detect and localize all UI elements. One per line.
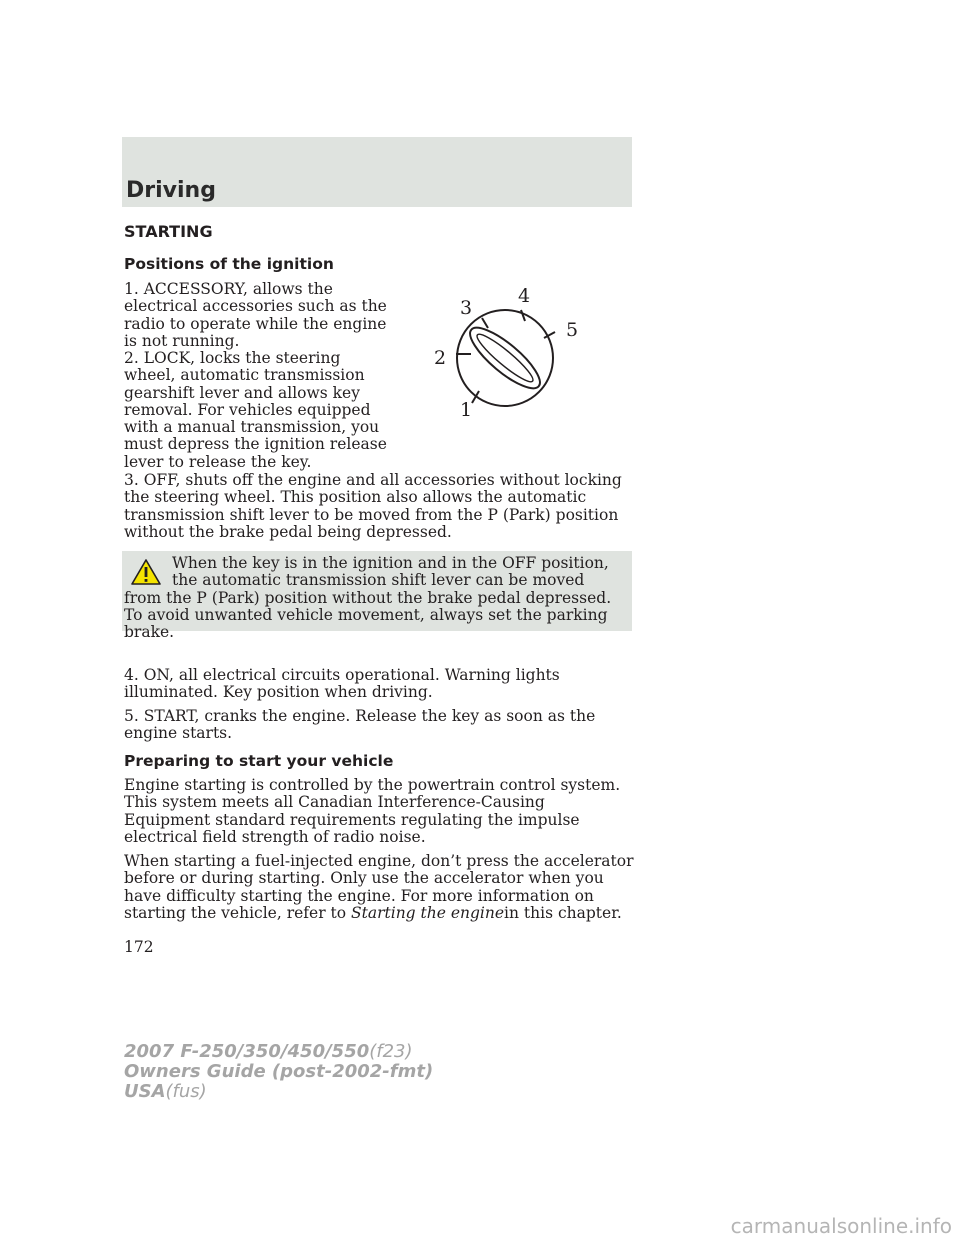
label-1: 1	[460, 399, 473, 421]
warning-paragraph	[124, 555, 624, 641]
item-start: 5. START, cranks the engine. Release the key as soon as the engine starts.	[124, 707, 596, 743]
item-lock: 2. LOCK, locks the steering wheel, automatic transmission gearshift lever and allows key removal. For vehicles equipped with a manual transmission, you must depress the ignition release lever to release the key.	[124, 349, 387, 471]
footer-market: USA	[124, 1081, 166, 1102]
footer-model-code: (f23)	[369, 1041, 413, 1062]
paragraph-fuel-injected-end: in this chapter.	[504, 903, 622, 922]
ignition-cylinder	[457, 310, 553, 406]
subheading-positions: Positions of the ignition	[124, 255, 334, 273]
item-off: 3. OFF, shuts off the engine and all accessories without locking the steering wheel. This position also allows the automatic transmission shift lever to be moved from the P (Park) position without the brake pedal being depressed.	[124, 471, 622, 541]
label-2: 2	[434, 347, 447, 369]
footer-guide: Owners Guide (post-2002-fmt)	[124, 1061, 434, 1082]
item-accessory: 1. ACCESSORY, allows the electrical accessories such as the radio to operate while the engine is not running.	[124, 280, 387, 350]
starting-engine-reference: Starting the engine	[351, 903, 505, 922]
paragraph-fuel-injected-text: When starting a fuel-injected engine, don’t press the accelerator before or during starting. Only use the accelerator when you have difficulty starting the engine. For more information on starting the vehicle, refer to	[124, 852, 634, 922]
footer-market-code: (fus)	[165, 1081, 207, 1102]
item-on: 4. ON, all electrical circuits operational. Warning lights illuminated. Key position when driving.	[124, 666, 560, 702]
ignition-positions-diagram	[420, 278, 600, 428]
label-4: 4	[518, 285, 531, 307]
section-title: STARTING	[124, 222, 213, 241]
watermark: carmanualsonline.info	[730, 1214, 952, 1238]
section-header-title: Driving	[126, 178, 216, 203]
label-5: 5	[566, 319, 579, 341]
paragraph-powertrain: Engine starting is controlled by the powertrain control system. This system meets all Canadian Interference-Causing Equipment standard requirements regulating the impulse electrical field strength of radio noise.	[124, 776, 621, 846]
footer	[124, 1042, 433, 1102]
paragraph-fuel-injected	[124, 853, 634, 922]
warning-text: When the key is in the ignition and in the OFF position, the automatic transmission shift lever can be moved from the P (Park) position without the brake pedal depressed. To avoid unwanted vehicle movement, always set the parking brake.	[124, 554, 612, 642]
label-3: 3	[460, 297, 473, 319]
footer-model: 2007 F-250/350/450/550	[124, 1041, 370, 1062]
subheading-preparing: Preparing to start your vehicle	[124, 752, 394, 770]
page-number: 172	[124, 938, 154, 956]
